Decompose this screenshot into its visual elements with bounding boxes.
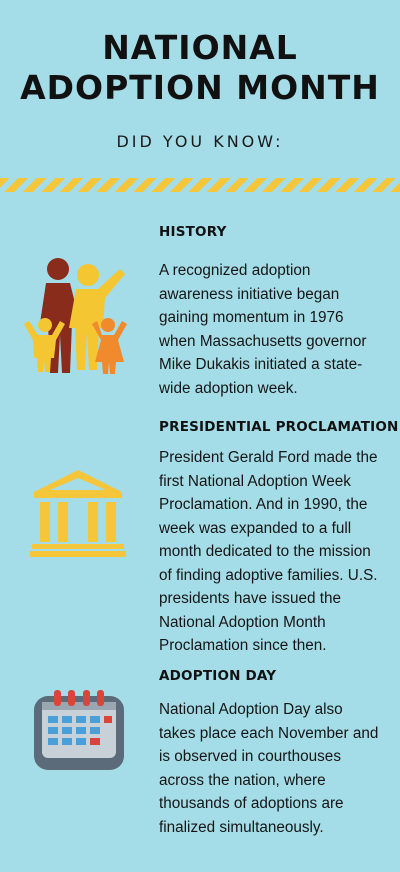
text-line: Mike Dukakis initiated a state- — [159, 356, 363, 373]
text-line: National Adoption Day also — [159, 701, 343, 718]
family-icon — [20, 255, 140, 375]
text-line: first National Adoption Week — [159, 472, 351, 490]
government-building-icon — [30, 468, 126, 560]
page-title — [0, 28, 400, 108]
text-line: week was expanded to a full — [159, 519, 352, 537]
text-line: A recognized adoption — [159, 262, 311, 279]
text-line: President Gerald Ford made the — [159, 449, 378, 466]
proclamation-text — [159, 446, 391, 658]
text-line: awareness initiative began — [159, 285, 340, 303]
text-line: when Massachusetts governor — [159, 332, 367, 350]
text-line: Proclamation. And in 1990, the — [159, 496, 368, 513]
text-line: gaining momentum in 1976 — [159, 309, 344, 326]
text-line: thousands of adoptions are — [159, 795, 344, 812]
text-line: Proclamation since then. — [159, 637, 327, 654]
subtitle: DID YOU KNOW: — [116, 132, 284, 151]
text-line: across the nation, where — [159, 771, 326, 789]
history-text — [159, 259, 391, 400]
title-line-1: NATIONAL — [102, 28, 298, 67]
adoption-day-heading: ADOPTION DAY — [159, 668, 277, 684]
adoption-day-text — [159, 698, 391, 839]
text-line: National Adoption Month — [159, 613, 326, 631]
text-line: month dedicated to the mission — [159, 543, 371, 560]
calendar-icon — [32, 688, 126, 774]
title-line-2: ADOPTION MONTH — [20, 68, 380, 107]
text-line: wide adoption week. — [159, 379, 298, 397]
history-heading: HISTORY — [159, 224, 227, 240]
text-line: takes place each November and — [159, 724, 379, 742]
text-line: finalized simultaneously. — [159, 818, 324, 836]
text-line: presidents have issued the — [159, 590, 341, 607]
yellow-stripe-divider — [0, 178, 400, 192]
text-line: is observed in courthouses — [159, 748, 341, 765]
text-line: of finding adoptive families. U.S. — [159, 566, 378, 584]
proclamation-heading: PRESIDENTIAL PROCLAMATION — [159, 419, 399, 435]
